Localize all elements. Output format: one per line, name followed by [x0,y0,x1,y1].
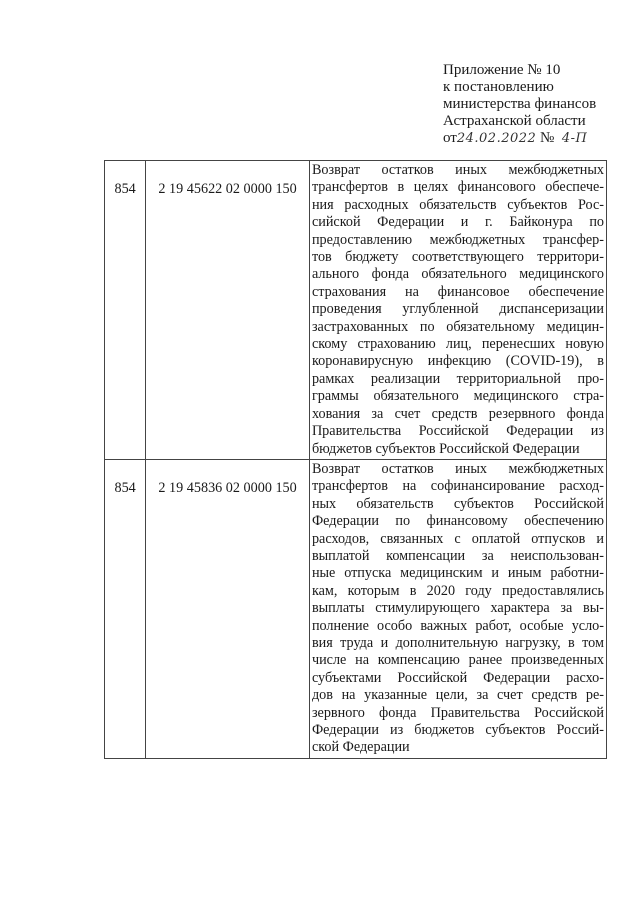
description-line: Возврат остатков иных межбюджетных [311,460,604,477]
table-row [105,459,607,758]
admin-code-cell: 854 [105,161,146,460]
description-line: ные отпуска медицинским и иным работни- [311,565,604,582]
description-line: Федерации из бюджетов субъектов Россий- [311,722,604,738]
description-line: бюджетов субъектов Российской Федерации [311,440,580,457]
date-prefix: от [443,130,457,146]
description-line: предоставлению межбюджетных трансфер- [311,231,604,248]
description-line: трансфертов на софинансирование расход- [311,478,604,495]
description-line: Возврат остатков иных межбюджетных [311,162,604,178]
date-number-line [443,130,633,147]
description-line: ния расходных обязательств субъектов Рос- [311,196,604,213]
budget-table [104,160,607,759]
description-line: субъектами Российской Федерации расхо- [311,669,604,686]
description-line: трансфертов в целях финансового обеспече- [311,179,604,196]
description-line: кам, которым в 2020 году предоставлялись [311,582,604,599]
number-prefix: № [540,130,555,146]
description-line: вия труда и дополнительную нагрузку, в том [311,634,604,651]
budget-class-code-cell: 2 19 45622 02 0000 150 [146,161,310,460]
appendix-title: Приложение № 10 [443,62,561,78]
budget-class-code-cell: 2 19 45836 02 0000 150 [146,459,310,758]
description-line: страхования на финансовое обеспечение [311,283,604,300]
description-line: расходов, связанных с оплатой отпусков и [311,530,604,547]
description-line: проведения углубленной диспансеризации [311,301,604,318]
ministry-name: министерства финансов [443,96,597,112]
date-value: 24.02.2022 [456,131,537,146]
description-line: застрахованных по обязательному медицин- [311,318,604,335]
description-line: граммы обязательного медицинского стра- [311,388,604,405]
description-line: Федерации по финансовому обеспечению [311,513,604,530]
description-cell [309,459,606,758]
description-line: выплаты стимулирующего характера за вы- [311,600,604,617]
description-line: хования за счет средств резервного фонда [311,405,604,422]
description-line: зервного фонда Правительства Российской [311,704,604,721]
description-line: ных обязательств субъектов Российской [311,495,604,512]
description-line: тов бюджету соответствующего территори- [311,249,604,266]
number-value: 4-П [561,131,588,146]
description-line: Правительства Российской Федерации из [311,423,604,440]
region-name: Астраханской области [443,113,586,129]
appendix-header [443,62,633,147]
description-line: рамках реализации территориальной про- [311,370,604,387]
admin-code-cell: 854 [105,459,146,758]
description-line: скому страхованию лиц, перенесших новую [311,336,604,353]
description-line: ской Федерации [311,739,410,756]
description-line: коронавирусную инфекцию (COVID-19), в [311,353,604,370]
table-row [105,161,607,460]
description-cell [309,161,606,460]
resolution-ref: к постановлению [443,79,554,95]
description-line: числе на компенсацию ранее произведенных [311,652,604,669]
description-line: сийской Федерации и г. Байконура по [311,214,604,231]
description-line: дов на указанные цели, за счет средств ре- [311,687,604,704]
description-line: выплатой компенсации за неиспользован- [311,547,604,564]
description-line: ального фонда обязательного медицинского [311,266,604,283]
description-line: полнение особо важных работ, особые усло- [311,617,604,634]
